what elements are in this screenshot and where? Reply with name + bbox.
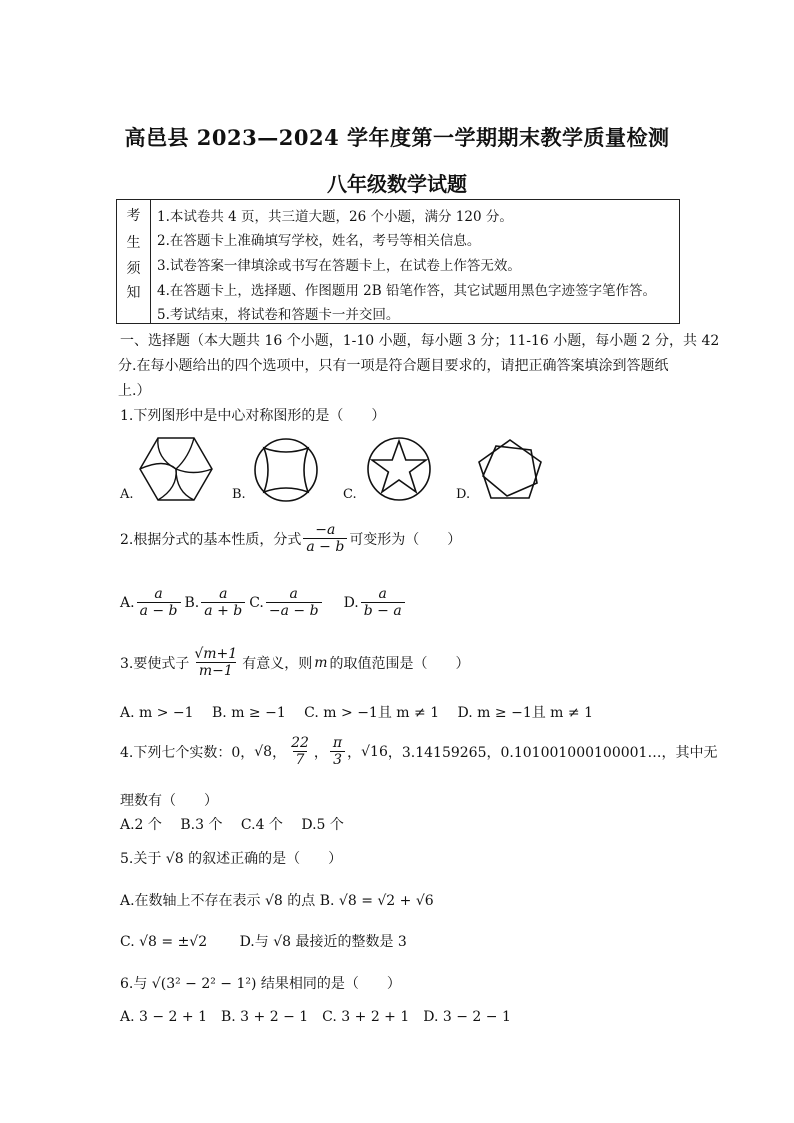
frac-den: 7 xyxy=(293,751,308,768)
option-a-label: A. xyxy=(120,487,134,502)
frac-num: √m+1 xyxy=(194,646,238,662)
q3-variable: m xyxy=(314,654,328,671)
frac-den: a + b xyxy=(201,602,245,619)
notice-line: 2.在答题卡上准确填写学校，姓名，考号等相关信息。 xyxy=(157,233,481,249)
q4-frac-22-7 xyxy=(288,735,312,768)
notice-label-char: 须 xyxy=(126,261,141,277)
frac-num: a xyxy=(289,586,298,602)
circle-inscribed-star-figure xyxy=(364,436,434,502)
option-c-label: C. xyxy=(343,487,357,502)
section-instruction-line: 分.在每小题给出的四个选项中，只有一项是符合题目要求的，请把正确答案填涂到答题纸 xyxy=(118,358,669,374)
question-2-options xyxy=(120,586,407,619)
notice-label-char: 考 xyxy=(126,208,141,224)
q2-frac-num: −a xyxy=(315,522,336,538)
notice-label-char: 知 xyxy=(126,285,141,301)
frac-num: π xyxy=(332,735,343,751)
question-6-stem: 6.与 √(3² − 2² − 1²) 结果相同的是（ ） xyxy=(120,976,401,992)
q3-stem-mid: 有意义，则 xyxy=(242,655,313,672)
question-5-options-cd: C. √8 = ±√2 D.与 √8 最接近的整数是 3 xyxy=(120,934,407,950)
question-2-stem xyxy=(120,522,461,555)
notice-line: 5.考试结束，将试卷和答题卡一并交回。 xyxy=(157,307,400,323)
q2-stem-post: 可变形为（ ） xyxy=(349,531,462,548)
q2-fraction xyxy=(303,522,347,555)
frac-den: a − b xyxy=(137,602,181,619)
frac-den: 3 xyxy=(330,751,345,768)
option-d-label: D. xyxy=(456,487,471,502)
q4-stem-pre: 4.下列七个实数：0， xyxy=(120,744,255,761)
option-b-label: B. xyxy=(232,487,246,502)
question-6-options: A. 3 − 2 + 1 B. 3 + 2 − 1 C. 3 + 2 + 1 D. 3 − 2 − 1 xyxy=(120,1009,511,1025)
q2-opt-b-frac xyxy=(201,586,245,619)
frac-num: a xyxy=(378,586,387,602)
frac-den: −a − b xyxy=(266,602,322,619)
frac-num: 22 xyxy=(291,735,309,751)
q2-opt-c-label: C. xyxy=(249,594,264,611)
question-4-stem-line2: 理数有（ ） xyxy=(120,793,218,809)
section-instruction-line: 一、选择题（本大题共 16 个小题，1-10 小题，每小题 3 分；11-16 小题，每小题 2 分，共 42 xyxy=(120,333,720,349)
section-instruction-line: 上.） xyxy=(118,383,151,399)
notice-line: 3.试卷答案一律填涂或书写在答题卡上，在试卷上作答无效。 xyxy=(157,258,521,274)
exam-title: 高邑县 2023—2024 学年度第一学期期末教学质量检测 xyxy=(124,125,670,150)
q4-stem-post: ，3.14159265，0.101001000100001…，其中无 xyxy=(387,744,718,761)
q2-opt-c-frac xyxy=(266,586,322,619)
q2-opt-a-label: A. xyxy=(120,594,135,611)
question-3-stem xyxy=(120,646,469,679)
notice-label-char: 生 xyxy=(126,235,141,251)
pentagon-inscribed-star-figure xyxy=(477,438,543,500)
question-4-stem: 4.下列七个实数：0， √8 ， $\frac{22}{7}$ ， $\frac{\pi}{3}$ ， √16 ，3.14159265，0.101001000100001…，其中无 xyxy=(120,735,718,769)
q3-fraction xyxy=(191,646,240,679)
q2-opt-d-frac xyxy=(361,586,405,619)
q3-stem-pre: 3.要使式子 xyxy=(120,655,190,672)
question-4-options: A.2 个 B.3 个 C.4 个 D.5 个 xyxy=(120,817,344,833)
frac-den: m−1 xyxy=(196,662,236,679)
question-5-stem: 5.关于 √8 的叙述正确的是（ ） xyxy=(120,851,343,867)
notice-line: 4.在答题卡上，选择题、作图题用 2B 铅笔作答，其它试题用黑色字迹签字笔作答。 xyxy=(157,283,656,299)
question-3-options: A. m > −1 B. m ≥ −1 C. m > −1且 m ≠ 1 D. m ≥ −1且 m ≠ 1 xyxy=(120,705,593,721)
question-1-stem: 1.下列图形中是中心对称图形的是（ ） xyxy=(120,408,386,424)
frac-den: b − a xyxy=(361,602,405,619)
question-5-options-ab: A.在数轴上不存在表示 √8 的点 B. √8 = √2 + √6 xyxy=(120,893,434,909)
frac-num: a xyxy=(154,586,163,602)
frac-num: a xyxy=(219,586,228,602)
q2-opt-a-frac xyxy=(137,586,181,619)
q3-stem-post: 的取值范围是（ ） xyxy=(329,655,470,672)
q4-sqrt8: √8 xyxy=(254,743,273,760)
circle-inscribed-square-figure xyxy=(251,438,321,502)
q2-stem-pre: 2.根据分式的基本性质，分式 xyxy=(120,531,302,548)
notice-line: 1.本试卷共 4 页，共三道大题，26 个小题，满分 120 分。 xyxy=(157,209,513,225)
q4-frac-pi-3 xyxy=(330,735,345,768)
q4-sqrt16: √16 xyxy=(361,743,388,760)
exam-subtitle: 八年级数学试题 xyxy=(327,172,467,196)
notice-box xyxy=(116,199,680,324)
q2-opt-b-label: B. xyxy=(184,594,200,611)
q2-opt-d-label: D. xyxy=(343,594,359,611)
hexagon-cube-figure xyxy=(138,436,214,502)
q2-frac-den: a − b xyxy=(303,538,347,555)
